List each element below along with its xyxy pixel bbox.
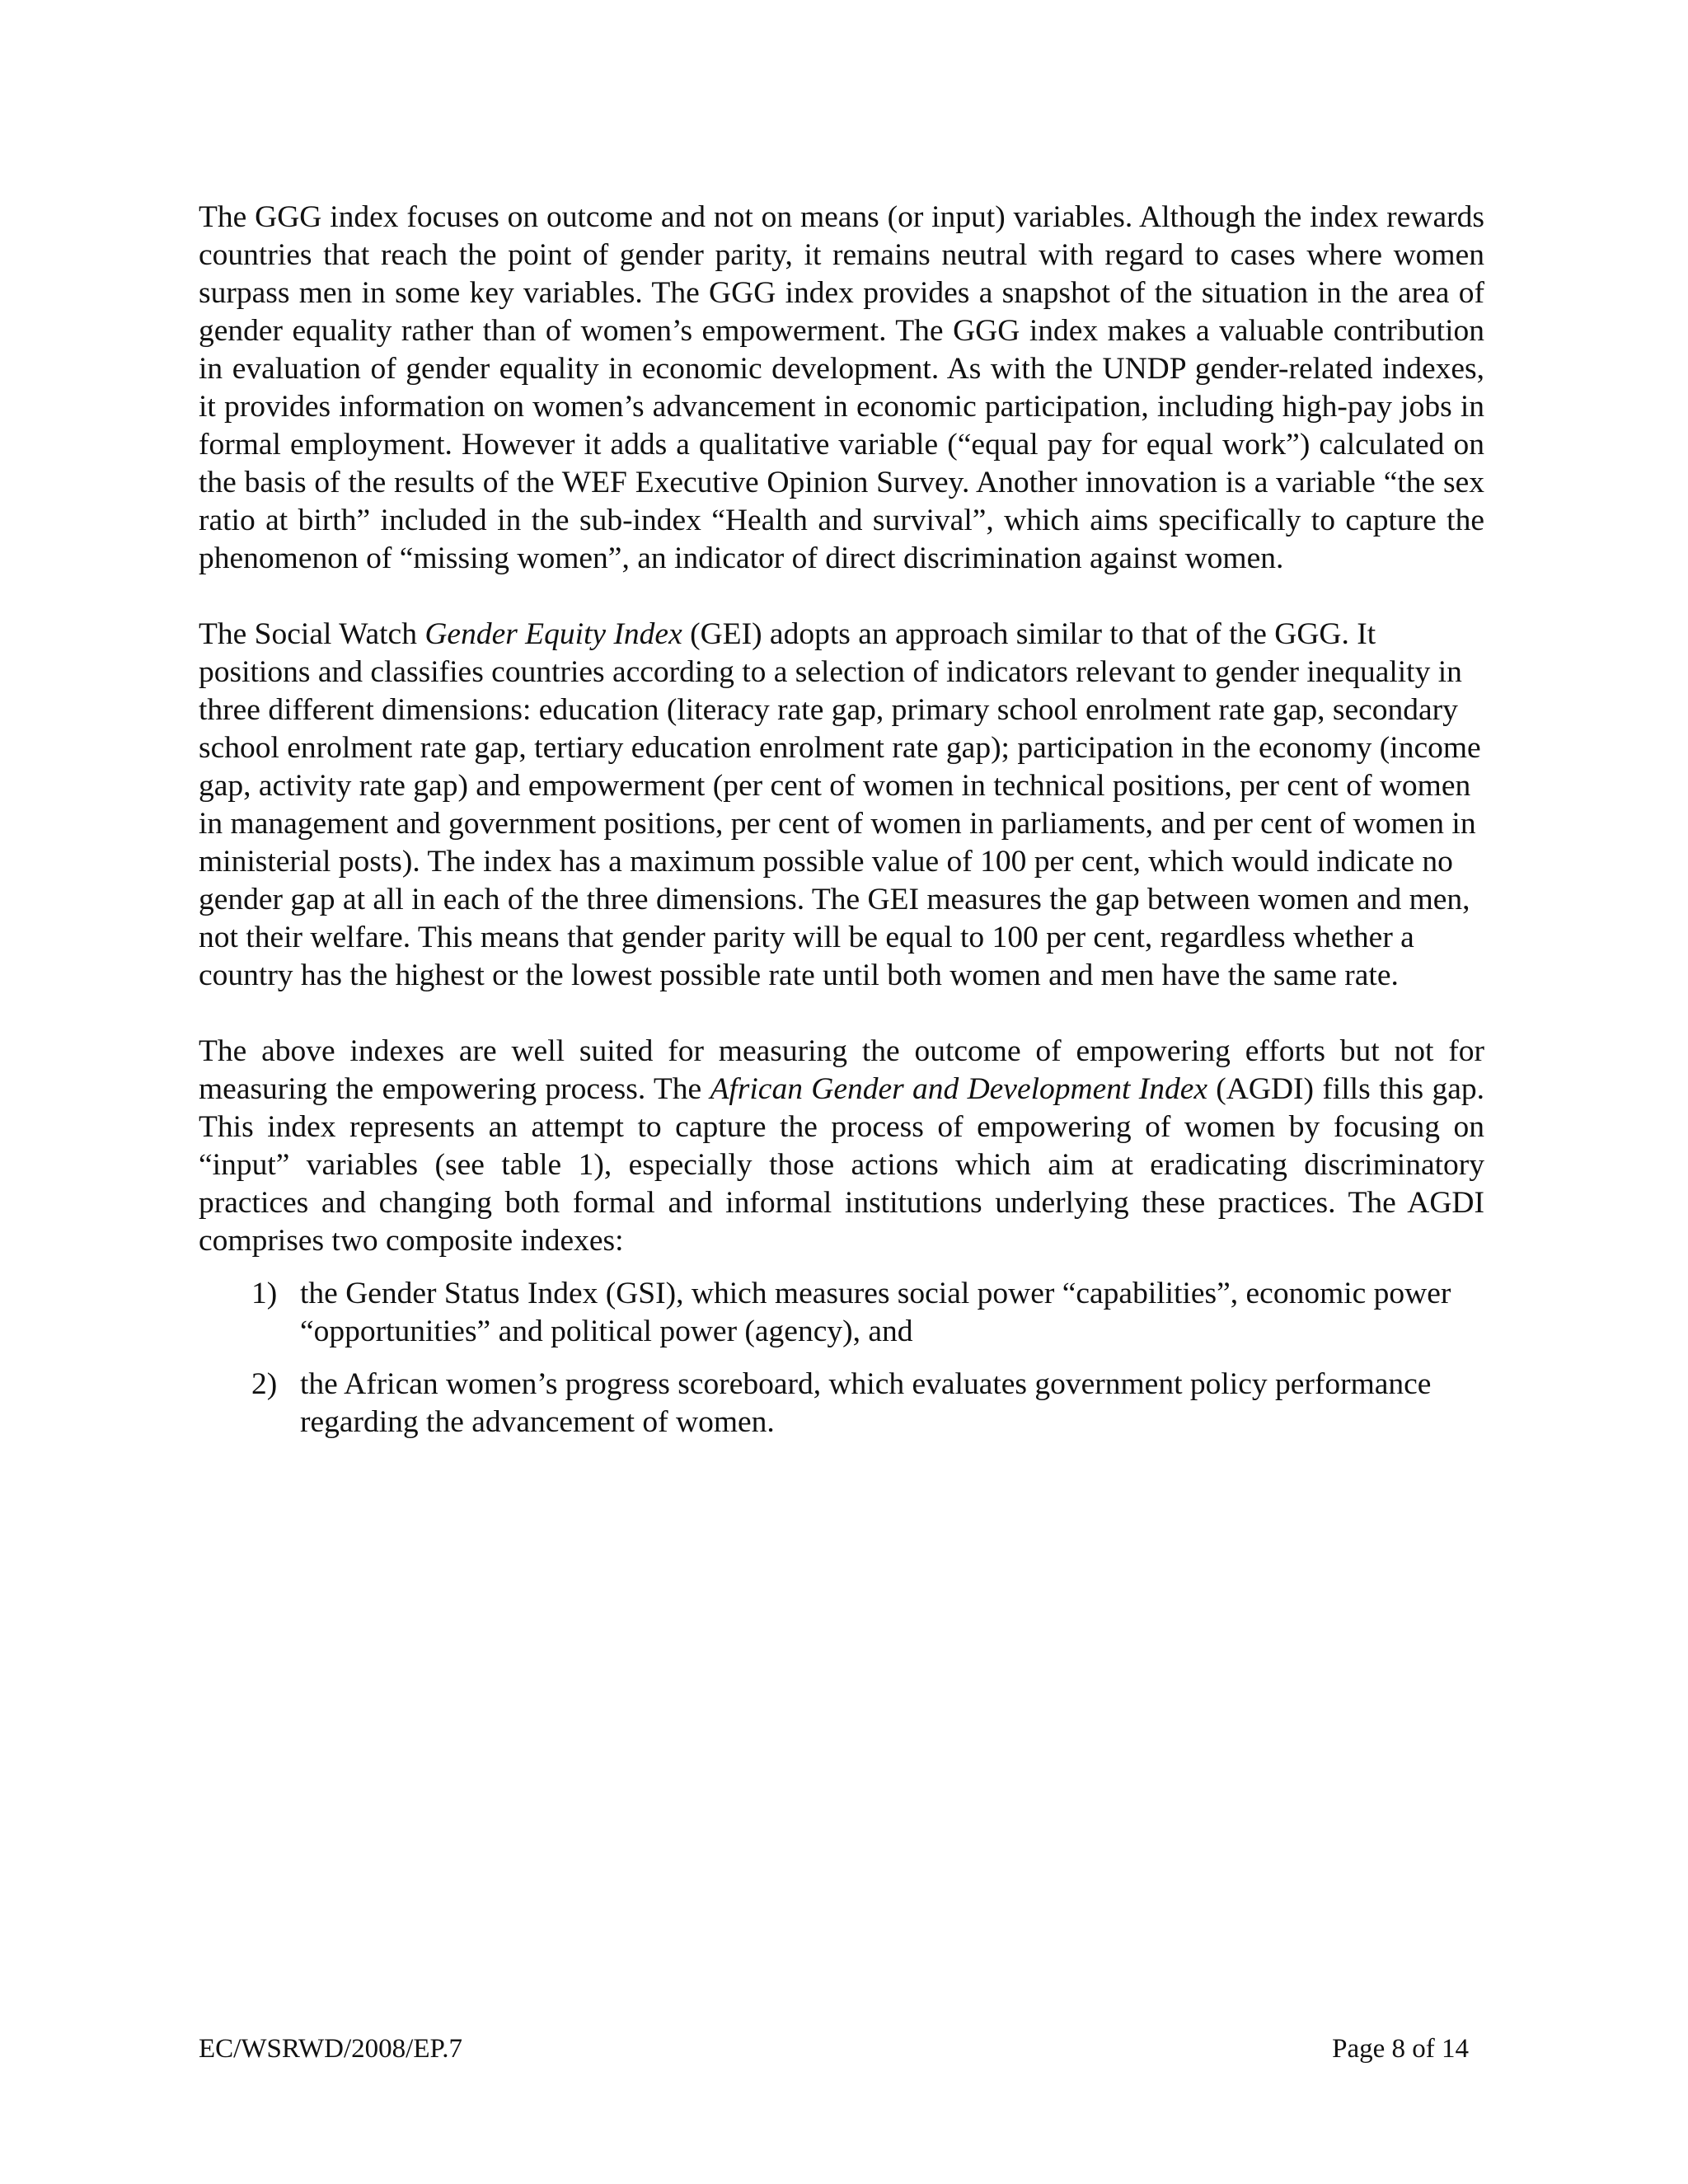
- agdi-title-italic: African Gender and Development Index: [710, 1072, 1207, 1106]
- document-body: [199, 199, 1484, 1441]
- paragraph-agdi-body: (AGDI) fills this gap. This index represents an attempt to capture the process of empowering of women by focusing on “input” variables (see table 1), especially those actions which aim at eradicating discriminatory practices and changing both formal and informal institutions underlying these practices. The AGDI comprises two composite indexes:: [199, 1072, 1484, 1258]
- list-item-text: the Gender Status Index (GSI), which measures social power “capabilities”, economic power “opportunities” and political power (agency), and: [300, 1277, 1451, 1348]
- list-item-text: the African women’s progress scoreboard, which evaluates government policy performance regarding the advancement of women.: [300, 1367, 1432, 1439]
- footer-page-number: Page 8 of 14: [1332, 2034, 1469, 2064]
- list-item-number: 2): [251, 1367, 278, 1401]
- list-item: [199, 1275, 1520, 1351]
- gei-title-italic: Gender Equity Index: [424, 617, 682, 651]
- paragraph-gei-intro: The Social Watch: [199, 617, 425, 651]
- paragraph-gei-index: [199, 616, 1484, 995]
- paragraph-agdi-intro: The above indexes are well suited for measuring the outcome of empowering efforts but not for measuring the empowering process. The: [199, 1034, 1484, 1106]
- footer-document-code: EC/WSRWD/2008/EP.7: [199, 2034, 462, 2064]
- list-item: [199, 1366, 1520, 1441]
- paragraph-ggg-index: The GGG index focuses on outcome and not on means (or input) variables. Although the index rewards countries that reach the point of gender parity, it remains neutral with regard to cases where women surpass men in some key variables. The GGG index provides a snapshot of the situation in the area of gender equality rather than of women’s empowerment. The GGG index makes a valuable contribution in evaluation of gender equality in economic development. As with the UNDP gender-related indexes, it provides information on women’s advancement in economic participation, including high-pay jobs in formal employment. However it adds a qualitative variable (“equal pay for equal work”) calculated on the basis of the results of the WEF Executive Opinion Survey. Another innovation is a variable “the sex ratio at birth” included in the sub-index “Health and survival”, which aims specifically to capture the phenomenon of “missing women”, an indicator of direct discrimination against women.: [199, 200, 1484, 575]
- paragraph-agdi-index: [199, 1033, 1484, 1260]
- list-item-number: 1): [251, 1277, 278, 1310]
- agdi-components-list: [199, 1275, 1484, 1441]
- paragraph-gei-body: (GEI) adopts an approach similar to that of the GGG. It positions and classifies countries according to a selection of indicators relevant to gender inequality in three different dimensions: education (literacy rate gap, primary school enrolment rate gap, secondary school enrolment rate gap, tertiary education enrolment rate gap); participation in the economy (income gap, activity rate gap) and empowerment (per cent of women in technical positions, per cent of women in management and government positions, per cent of women in parliaments, and per cent of women in ministerial posts). The index has a maximum possible value of 100 per cent, which would indicate no gender gap at all in each of the three dimensions. The GEI measures the gap between women and men, not their welfare. This means that gender parity will be equal to 100 per cent, regardless whether a country has the highest or the lowest possible rate until both women and men have the same rate.: [199, 617, 1481, 992]
